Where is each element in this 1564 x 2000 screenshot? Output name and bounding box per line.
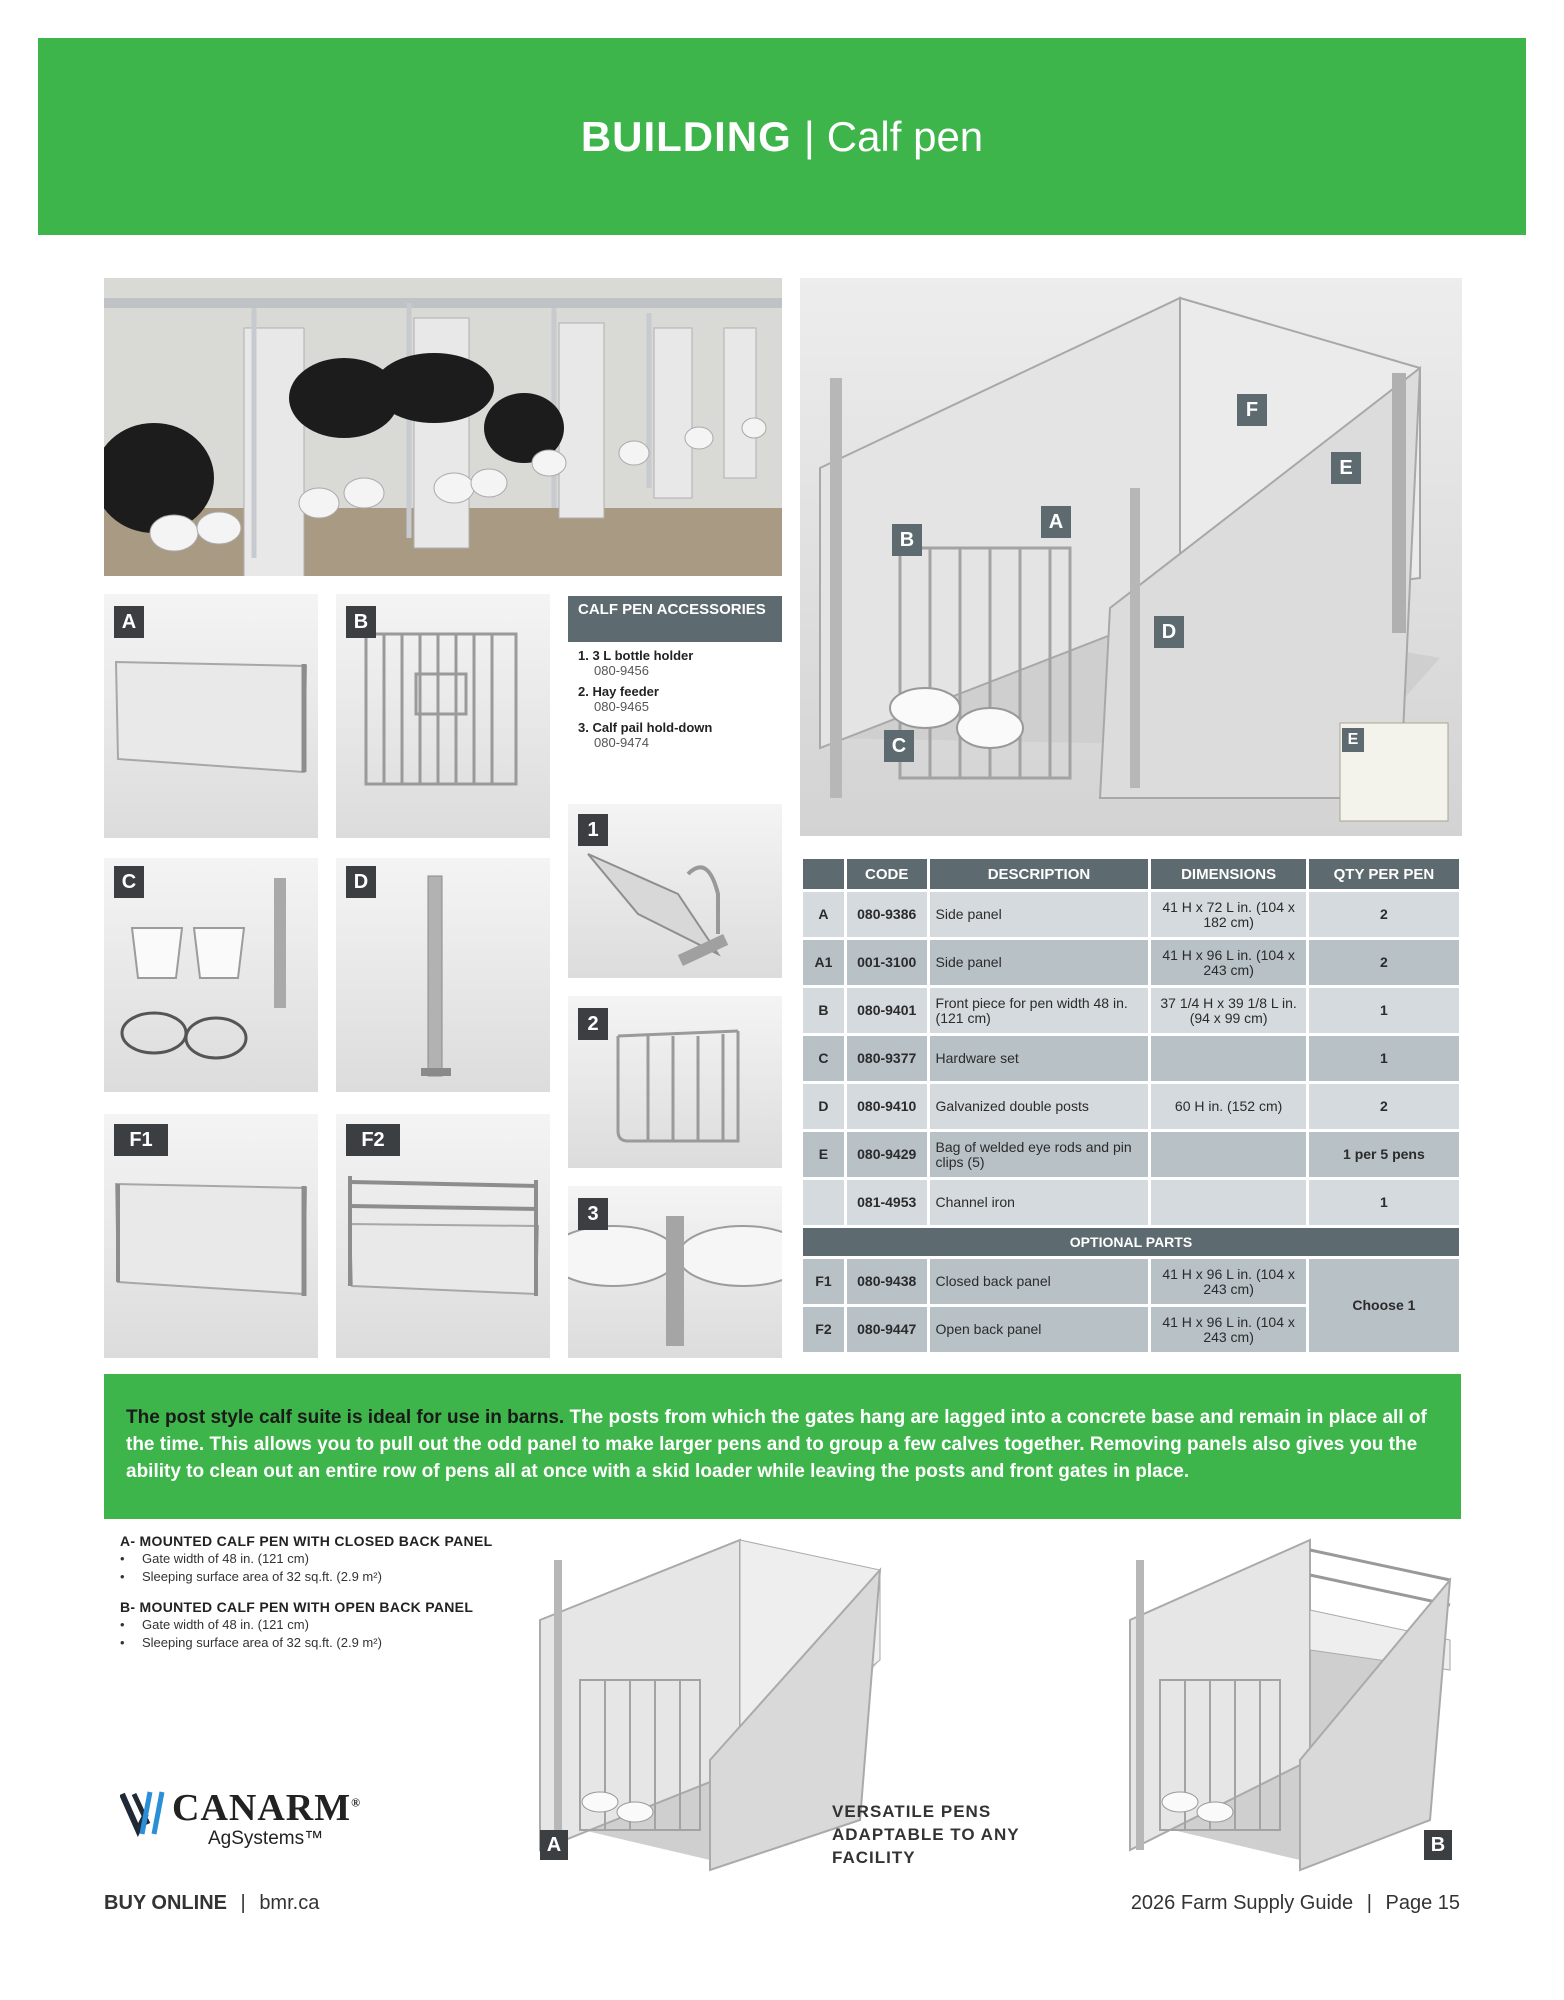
versatile-line1: VERSATILE PENS xyxy=(832,1802,992,1821)
accessory-item xyxy=(578,684,778,714)
component-c-tag: C xyxy=(114,866,144,898)
table-header: DIMENSIONS xyxy=(1151,859,1305,889)
logo-sub: AgSystems™ xyxy=(208,1828,324,1849)
diagram-tag-a: A xyxy=(1041,506,1071,538)
table-header: DESCRIPTION xyxy=(930,859,1149,889)
canarm-logo-mark xyxy=(120,1790,170,1838)
logo-wordmark: CANARM xyxy=(172,1787,352,1829)
config-b-bullets xyxy=(120,1616,500,1652)
buy-online-label: BUY ONLINE xyxy=(104,1892,227,1914)
row-id: B xyxy=(803,988,844,1033)
row-desc: Open back panel xyxy=(930,1307,1149,1352)
row-dim: 60 H in. (152 cm) xyxy=(1151,1084,1305,1129)
logo-registered: ® xyxy=(351,1795,362,1810)
optional-parts-heading-row xyxy=(803,1228,1459,1256)
row-id: E xyxy=(803,1132,844,1177)
config-b-title: B- MOUNTED CALF PEN WITH OPEN BACK PANEL xyxy=(120,1599,474,1615)
row-desc: Side panel xyxy=(930,940,1149,985)
row-desc: Closed back panel xyxy=(930,1259,1149,1304)
table-row xyxy=(803,892,1459,937)
canarm-logo xyxy=(120,1786,380,1856)
row-id: A xyxy=(803,892,844,937)
footer-left xyxy=(104,1892,319,1915)
row-qty: 2 xyxy=(1309,940,1459,985)
footer-right xyxy=(1131,1892,1460,1915)
footer-separator: | xyxy=(240,1892,246,1914)
info-body: The posts from which the gates hang are lagged into a concrete base and remain in place all of the time. This allows you to pull out the odd panel to make larger pens and to group a few calves together. Removing panels also gives you the ability to clean out an entire row of pens all at once with a skid loader while leaving the posts and front gates in place. xyxy=(126,1407,1427,1482)
guide-title: 2026 Farm Supply Guide xyxy=(1130,1892,1354,1914)
row-qty: 1 xyxy=(1309,1180,1459,1225)
row-qty: 1 xyxy=(1309,1036,1459,1081)
list-item: • Gate width of 48 in. (121 cm) xyxy=(120,1616,500,1634)
row-dim: 37 1/4 H x 39 1/8 L in. (94 x 99 cm) xyxy=(1151,988,1305,1033)
footer-separator: | xyxy=(1366,1892,1372,1914)
list-item: • Sleeping surface area of 32 sq.ft. (2.9 m²) xyxy=(120,1568,500,1586)
accessory-code: 080-9465 xyxy=(594,699,649,714)
accessories-list xyxy=(578,648,778,756)
row-id: F1 xyxy=(803,1259,844,1304)
table-row xyxy=(803,1180,1459,1225)
config-a-title: A- MOUNTED CALF PEN WITH CLOSED BACK PANEL xyxy=(120,1533,493,1549)
versatile-caption xyxy=(832,1800,1092,1869)
diagram-tag-c: C xyxy=(884,730,914,762)
config-a-tag: A xyxy=(540,1830,568,1860)
diagram-tag-f: F xyxy=(1237,394,1267,426)
row-code: 080-9386 xyxy=(847,892,927,937)
table-header-row xyxy=(803,859,1459,889)
accessory-code: 080-9456 xyxy=(594,663,649,678)
row-dim: 41 H x 72 L in. (104 x 182 cm) xyxy=(1151,892,1305,937)
row-dim: 41 H x 96 L in. (104 x 243 cm) xyxy=(1151,1259,1305,1304)
row-desc: Channel iron xyxy=(930,1180,1149,1225)
component-d-tag: D xyxy=(346,866,376,898)
diagram-tag-e: E xyxy=(1331,452,1361,484)
table-header: CODE xyxy=(847,859,927,889)
table-row xyxy=(803,1132,1459,1177)
header-title: Calf pen xyxy=(826,112,984,160)
component-b-tag: B xyxy=(346,606,376,638)
table-row xyxy=(803,1259,1459,1304)
accessory-item xyxy=(578,720,778,750)
config-b-tag: B xyxy=(1424,1830,1452,1860)
info-lead: The post style calf suite is ideal for use in barns. xyxy=(126,1407,565,1428)
header-banner xyxy=(38,38,1526,235)
accessory-item xyxy=(578,648,778,678)
row-code: 001-3100 xyxy=(847,940,927,985)
row-code: 080-9377 xyxy=(847,1036,927,1081)
versatile-line2: ADAPTABLE TO ANY FACILITY xyxy=(832,1825,1020,1867)
row-id: A1 xyxy=(803,940,844,985)
row-qty: Choose 1 xyxy=(1309,1259,1459,1352)
component-a-tag: A xyxy=(114,606,144,638)
parts-table xyxy=(800,856,1462,1355)
config-notes xyxy=(120,1532,500,1664)
accessories-heading: CALF PEN ACCESSORIES xyxy=(568,596,782,642)
row-desc: Galvanized double posts xyxy=(930,1084,1149,1129)
table-row xyxy=(803,940,1459,985)
row-desc: Side panel xyxy=(930,892,1149,937)
logo-name xyxy=(172,1786,361,1830)
info-box xyxy=(104,1374,1461,1519)
row-id xyxy=(803,1180,844,1225)
table-row xyxy=(803,988,1459,1033)
accessory-name: 2. Hay feeder xyxy=(578,684,659,699)
row-code: 080-9447 xyxy=(847,1307,927,1352)
row-dim xyxy=(1151,1132,1305,1177)
table-row xyxy=(803,1036,1459,1081)
table-header: QTY PER PEN xyxy=(1309,859,1459,889)
accessory-name: 3. Calf pail hold-down xyxy=(578,720,713,735)
footer-link[interactable]: bmr.ca xyxy=(259,1892,320,1914)
barn-photo xyxy=(104,278,782,576)
row-dim: 41 H x 96 L in. (104 x 243 cm) xyxy=(1151,1307,1305,1352)
diagram-tag-b: B xyxy=(892,524,922,556)
accessory-name: 1. 3 L bottle holder xyxy=(578,648,694,663)
pen-b-illustration xyxy=(1110,1520,1460,1880)
row-desc: Bag of welded eye rods and pin clips (5) xyxy=(930,1132,1149,1177)
row-id: D xyxy=(803,1084,844,1129)
header-separator: | xyxy=(803,112,815,160)
row-dim: 41 H x 96 L in. (104 x 243 cm) xyxy=(1151,940,1305,985)
component-f2-tag: F2 xyxy=(346,1124,400,1156)
row-qty: 2 xyxy=(1309,892,1459,937)
accessory-code: 080-9474 xyxy=(594,735,649,750)
component-f1-tag: F1 xyxy=(114,1124,168,1156)
row-dim xyxy=(1151,1036,1305,1081)
row-dim xyxy=(1151,1180,1305,1225)
row-code: 080-9438 xyxy=(847,1259,927,1304)
diagram-tag-d: D xyxy=(1154,616,1184,648)
config-a-bullets xyxy=(120,1550,500,1586)
accessory-2-tag: 2 xyxy=(578,1008,608,1040)
row-code: 080-9429 xyxy=(847,1132,927,1177)
accessory-1-tag: 1 xyxy=(578,814,608,846)
table-header xyxy=(803,859,844,889)
row-qty: 1 xyxy=(1309,988,1459,1033)
row-code: 080-9401 xyxy=(847,988,927,1033)
table-row xyxy=(803,1084,1459,1129)
row-code: 080-9410 xyxy=(847,1084,927,1129)
optional-parts-heading: OPTIONAL PARTS xyxy=(803,1228,1459,1256)
diagram-tag-e-inset: E xyxy=(1342,728,1364,752)
row-desc: Hardware set xyxy=(930,1036,1149,1081)
row-qty: 2 xyxy=(1309,1084,1459,1129)
row-qty: 1 per 5 pens xyxy=(1309,1132,1459,1177)
row-id: C xyxy=(803,1036,844,1081)
row-desc: Front piece for pen width 48 in. (121 cm) xyxy=(930,988,1149,1033)
list-item: • Sleeping surface area of 32 sq.ft. (2.9 m²) xyxy=(120,1634,500,1652)
row-id: F2 xyxy=(803,1307,844,1352)
header-category: BUILDING xyxy=(580,112,792,160)
row-code: 081-4953 xyxy=(847,1180,927,1225)
page-number: Page 15 xyxy=(1385,1892,1460,1914)
accessory-3-tag: 3 xyxy=(578,1198,608,1230)
list-item: • Gate width of 48 in. (121 cm) xyxy=(120,1550,500,1568)
